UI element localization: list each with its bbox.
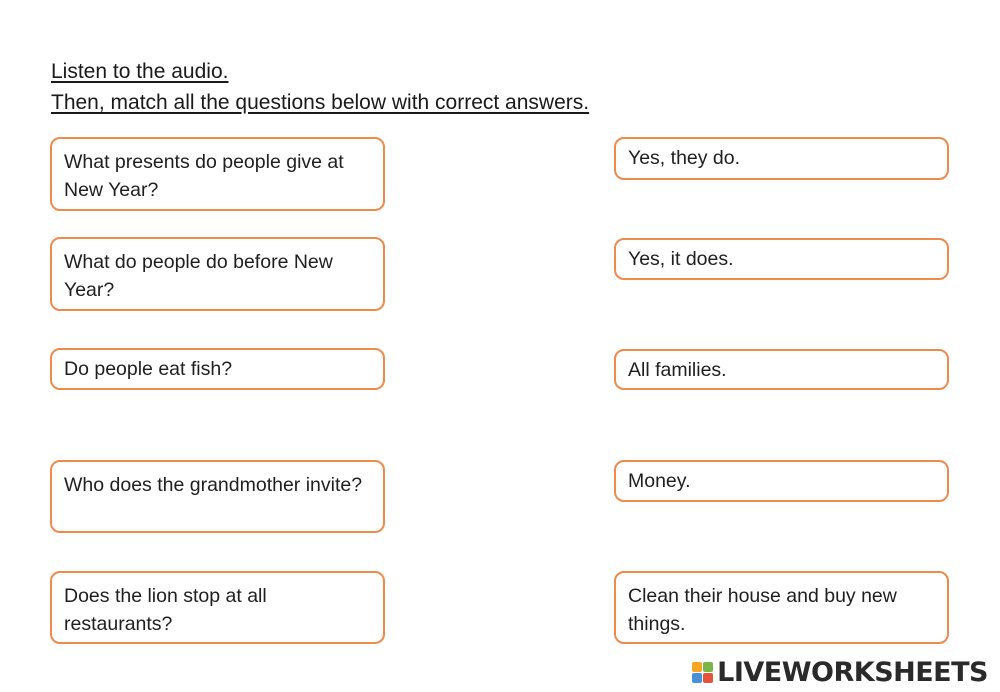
instruction-line-2: Then, match all the questions below with correct answers. <box>51 91 590 114</box>
answer-box-2[interactable]: Yes, it does. <box>614 238 949 280</box>
liveworksheets-logo <box>692 657 988 688</box>
question-box-3[interactable]: Do people eat fish? <box>50 348 385 390</box>
logo-square <box>692 662 702 672</box>
liveworksheets-grid-icon <box>692 662 713 683</box>
answer-box-3[interactable]: All families. <box>614 349 949 390</box>
answer-box-4[interactable]: Money. <box>614 460 949 502</box>
logo-square <box>703 662 713 672</box>
instruction-line-1: Listen to the audio. <box>51 60 229 83</box>
answer-box-1[interactable]: Yes, they do. <box>614 137 949 180</box>
logo-text: LIVEWORKSHEETS <box>717 657 988 688</box>
logo-square <box>692 673 702 683</box>
question-box-1[interactable]: What presents do people give at New Year? <box>50 137 385 211</box>
logo-square <box>703 673 713 683</box>
question-box-2[interactable]: What do people do before New Year? <box>50 237 385 311</box>
question-box-4[interactable]: Who does the grandmother invite? <box>50 460 385 533</box>
question-box-5[interactable]: Does the lion stop at all restaurants? <box>50 571 385 644</box>
answer-box-5[interactable]: Clean their house and buy new things. <box>614 571 949 644</box>
